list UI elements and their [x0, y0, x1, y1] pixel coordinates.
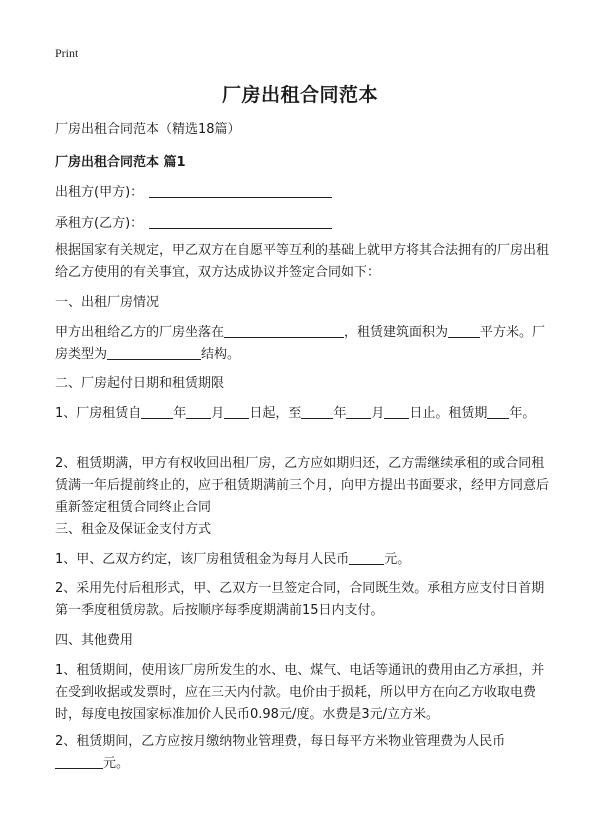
part-title: 厂房出租合同范本 篇1 — [55, 155, 186, 170]
section1-text-a: 甲方出租给乙方的厂房坐落在 — [55, 325, 225, 340]
section4-paragraph1: 1、租赁期间，使用该厂房所发生的水、电、煤气、电话等通讯的费用由乙方承担，并在受到收据或发票时，应在三天内付款。电价由于损耗，所以甲方在向乙方收取电费时，每度电按国家标准加价人民币0.98元/度。水费是3元/立方米。 — [55, 663, 545, 722]
intro-paragraph: 根据国家有关规定，甲乙双方在自愿平等互利的基础上就甲方将其合法拥有的厂房出租给乙方使用的有关事宜，双方达成协议并签定合同如下： — [55, 243, 550, 280]
section2-month2: 月 — [371, 406, 385, 421]
start-year-blank — [141, 404, 173, 419]
lessor-blank — [149, 183, 332, 198]
section4-text-a: 2、租赁期间，乙方应按月缴纳物业管理费，每日每平方米物业管理费为人民币 — [55, 734, 506, 749]
section1-heading: 一、出租厂房情况 — [55, 295, 160, 310]
section2-paragraph1 — [55, 403, 553, 425]
section3-text-b: 元。 — [384, 552, 411, 567]
end-month-blank — [346, 404, 371, 419]
section1-text-d: 结构。 — [201, 347, 241, 362]
section1-text-b: ，租赁建筑面积为 — [344, 325, 449, 340]
area-blank — [448, 323, 480, 338]
start-month-blank — [186, 404, 211, 419]
print-label[interactable]: Print — [55, 46, 79, 60]
section4-paragraph2 — [55, 731, 553, 775]
section2-day2: 日止。租赁期 — [409, 406, 488, 421]
end-day-blank — [384, 404, 409, 419]
rent-blank — [349, 550, 384, 565]
term-years-blank — [487, 404, 509, 419]
section1-paragraph — [55, 322, 553, 366]
section2-day1: 日起，至 — [249, 406, 302, 421]
section2-end: 年。 — [509, 406, 536, 421]
section4-text-b: 元。 — [103, 756, 130, 771]
section3-text-a: 1、甲、乙双方约定，该厂房租赁租金为每月人民币 — [55, 552, 350, 567]
type-blank — [107, 345, 201, 360]
section4-heading: 四、其他费用 — [55, 633, 134, 648]
document-subtitle: 厂房出租合同范本（精选18篇） — [55, 122, 241, 137]
section2-heading: 二、厂房起付日期和租赁期限 — [55, 376, 225, 391]
section2-text-a: 1、厂房租赁自 — [55, 406, 142, 421]
section1-text-c: 平方米。厂房类型为 — [55, 325, 546, 362]
management-fee-blank — [55, 754, 103, 769]
section2-paragraph2: 2、租赁期满，甲方有权收回出租厂房，乙方应如期归还，乙方需继续承租的或合同租赁满一年后提前终止的，应于租赁期满前三个月，向甲方提出书面要求，经甲方同意后重新签定租赁合同终止合同 — [55, 456, 550, 515]
lessor-line — [55, 182, 553, 204]
start-day-blank — [224, 404, 249, 419]
lessee-blank — [149, 214, 332, 229]
end-year-blank — [301, 404, 333, 419]
lessor-label: 出租方(甲方)： — [55, 185, 144, 200]
section2-year2: 年 — [333, 406, 347, 421]
section3-paragraph2: 2、采用先付后租形式，甲、乙双方一旦签定合同，合同既生效。承租方应支付日首期第一季度租赁房款。后按顺序每季度期满前15日内支付。 — [55, 581, 545, 618]
section3-paragraph1 — [55, 549, 553, 571]
section2-month1: 月 — [211, 406, 225, 421]
section3-heading: 三、租金及保证金支付方式 — [55, 522, 212, 537]
document-title: 厂房出租合同范本 — [221, 84, 378, 106]
lessee-line — [55, 213, 553, 235]
section2-year1: 年 — [173, 406, 187, 421]
location-blank — [224, 323, 344, 338]
lessee-label: 承租方(乙方)： — [55, 216, 144, 231]
